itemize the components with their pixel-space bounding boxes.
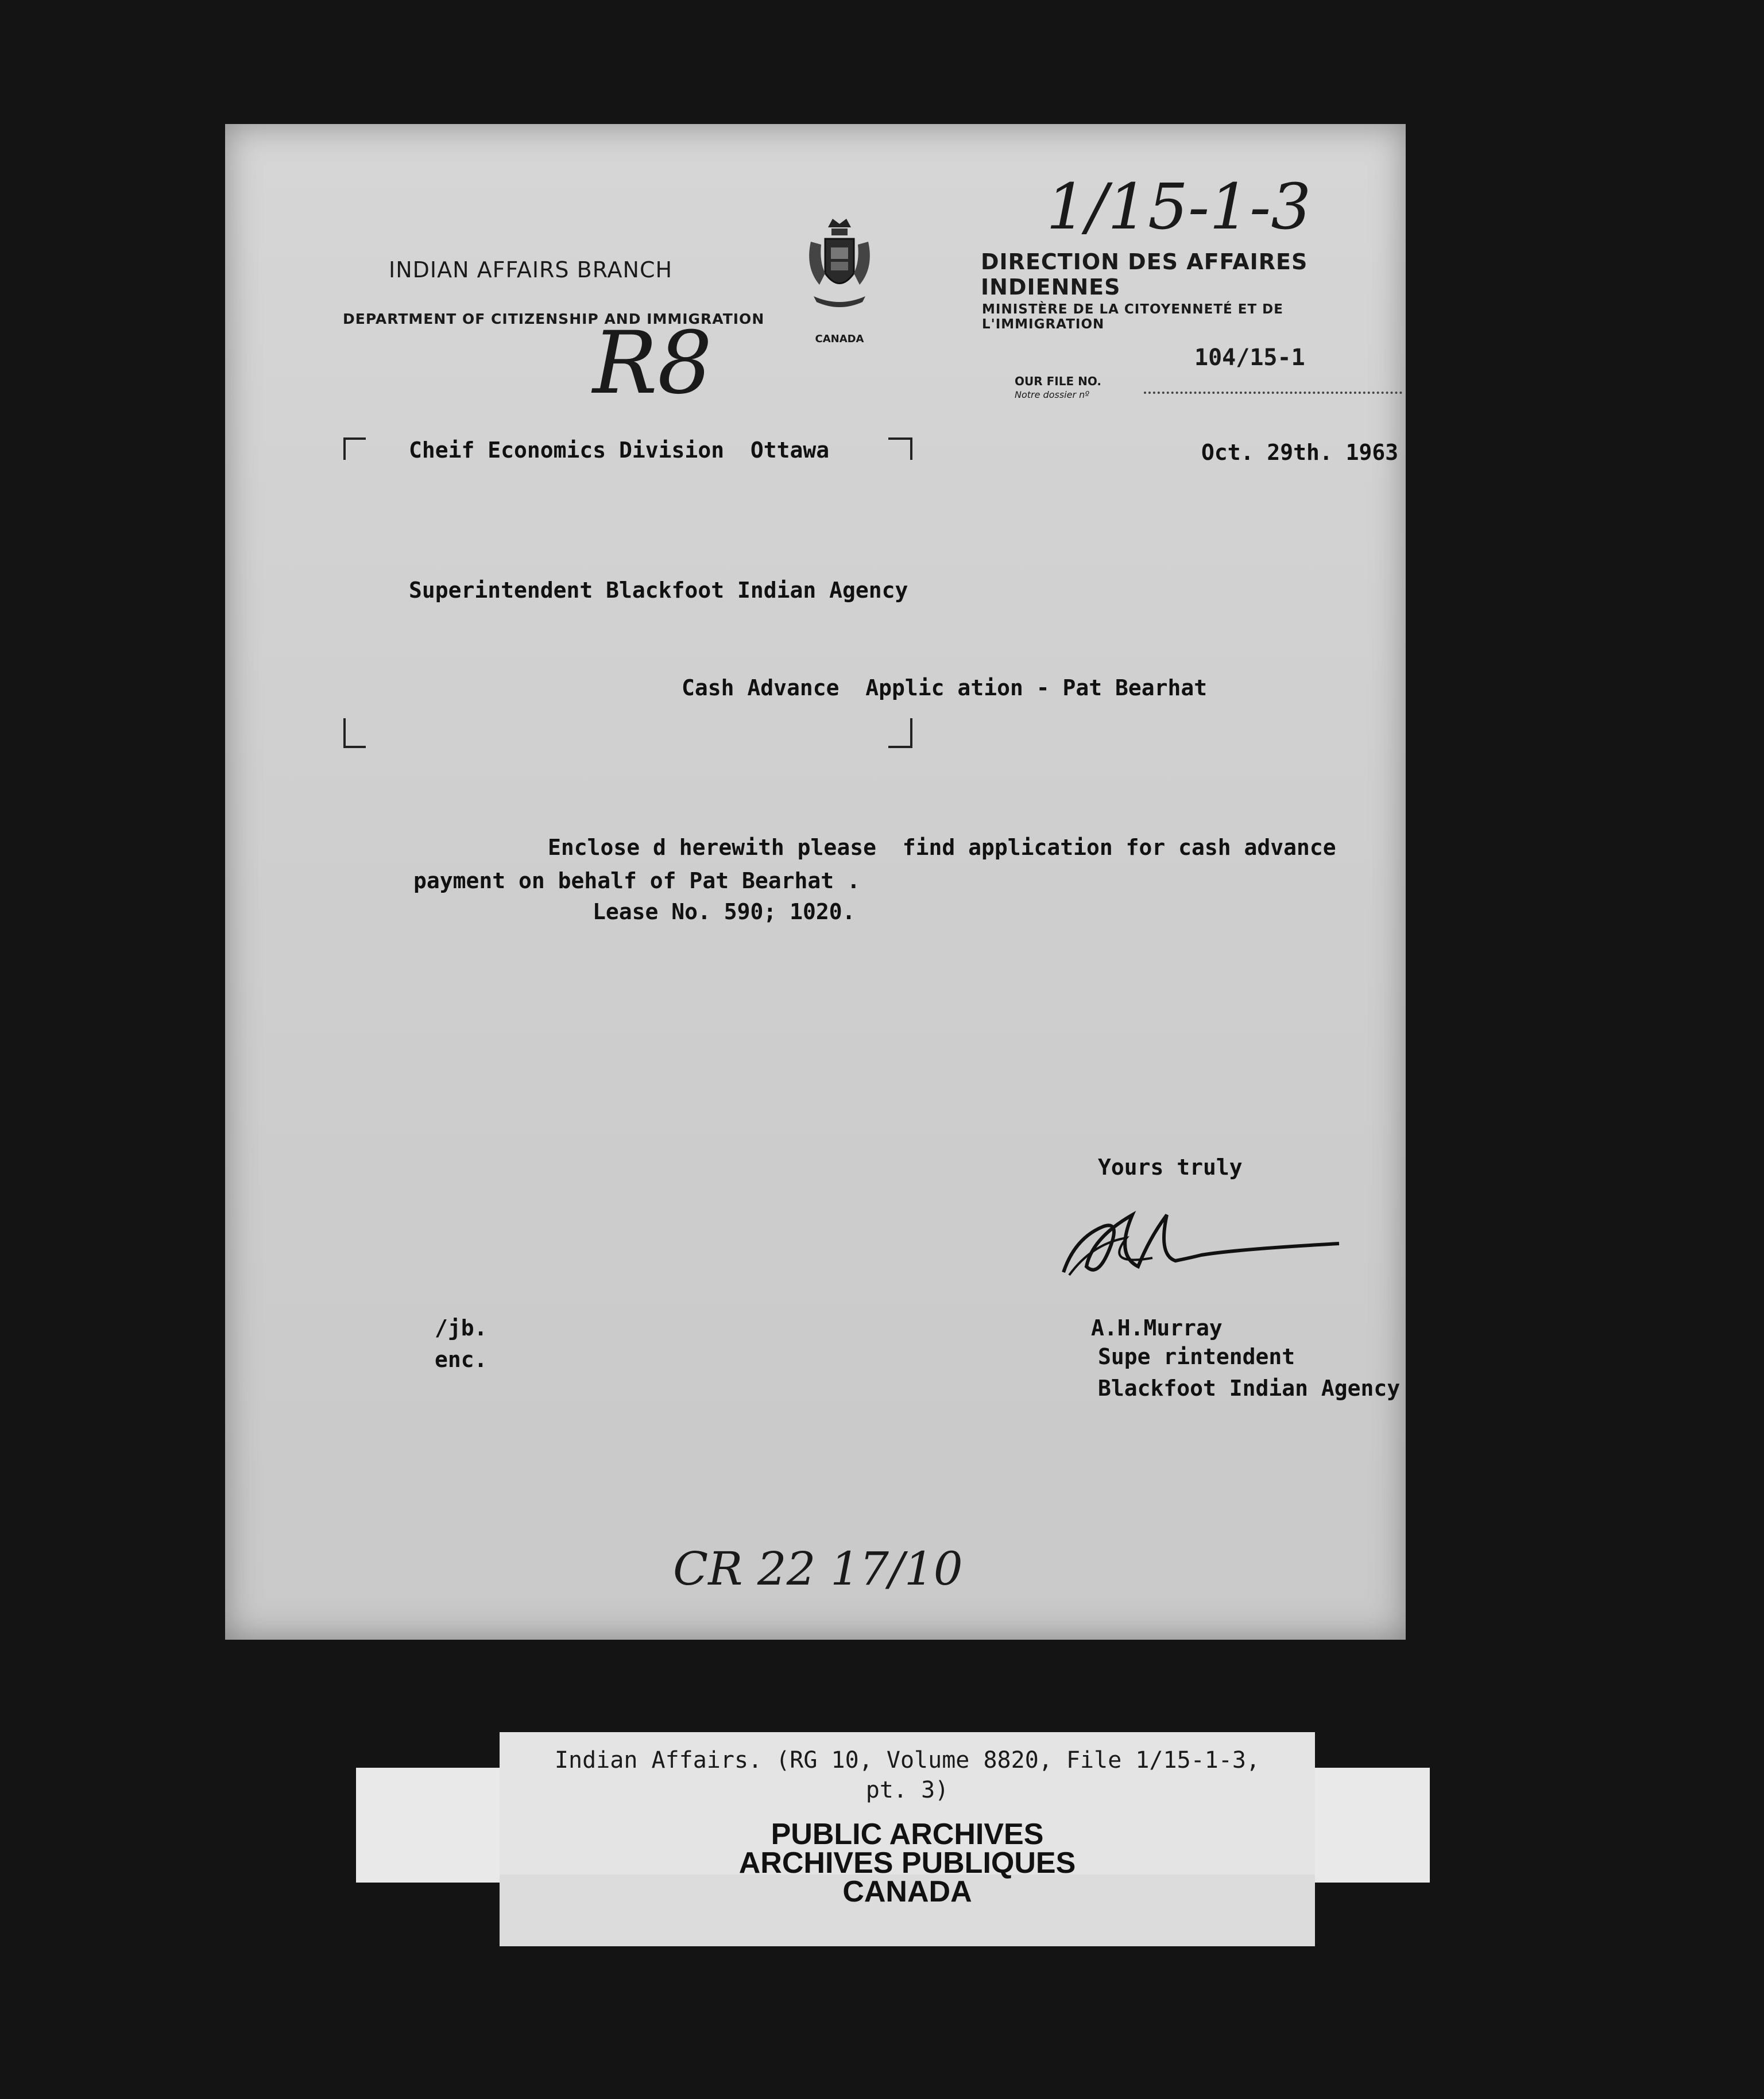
archive-reference-line-1: Indian Affairs. (RG 10, Volume 8820, File 1/15-1-3, xyxy=(554,1747,1260,1773)
our-file-value: 104/15-1 xyxy=(1194,344,1305,371)
archive-country: CANADA xyxy=(842,1875,972,1908)
letterhead-branch-fr: DIRECTION DES AFFAIRES INDIENNES xyxy=(981,249,1308,300)
letterhead-branch-en: INDIAN AFFAIRS BRANCH xyxy=(389,257,673,282)
letter-date: Oct. 29th. 1963 xyxy=(1201,440,1399,465)
body-line-2: payment on behalf of Pat Bearhat . xyxy=(413,868,860,893)
enclosure-note: enc. xyxy=(435,1347,488,1372)
body-line-3: Lease No. 590; 1020. xyxy=(593,899,856,924)
letterhead-department-en: DEPARTMENT OF CITIZENSHIP AND IMMIGRATION xyxy=(343,311,765,327)
our-file-dotted-line xyxy=(1144,392,1402,394)
handwritten-initials: R8 xyxy=(593,313,713,413)
our-file-label-en: OUR FILE NO. xyxy=(1015,374,1101,388)
our-file-label xyxy=(1015,374,1101,402)
handwritten-bottom-note: CR 22 17/10 xyxy=(673,1542,963,1595)
coat-of-arms-icon xyxy=(799,216,880,313)
archive-reference-line-2: pt. 3) xyxy=(865,1777,949,1803)
archive-label xyxy=(356,1656,1430,1943)
crest-caption: CANADA xyxy=(815,333,864,345)
archive-name-fr: ARCHIVES PUBLIQUES xyxy=(738,1846,1076,1880)
body-line-1: Enclose d herewith please find application for cash advance xyxy=(548,835,1336,860)
closing-line: Yours truly xyxy=(1098,1155,1243,1180)
archive-name-en: PUBLIC ARCHIVES xyxy=(771,1818,1044,1851)
reference-initials: /jb. xyxy=(435,1315,488,1341)
signer-name: A.H.Murray xyxy=(1091,1315,1223,1341)
archive-institution xyxy=(500,1820,1315,1906)
letterhead-department-fr: MINISTÈRE DE LA CITOYENNETÉ ET DE L'IMMIGRATION xyxy=(982,302,1283,332)
signature-image xyxy=(1052,1203,1351,1289)
from-line: Superintendent Blackfoot Indian Agency xyxy=(409,578,908,603)
our-file-label-fr: Notre dossier nº xyxy=(1015,389,1089,400)
archive-reference xyxy=(500,1745,1315,1805)
letter-page xyxy=(225,124,1406,1640)
addressee-line: Cheif Economics Division Ottawa xyxy=(409,437,830,463)
signer-organization: Blackfoot Indian Agency xyxy=(1098,1376,1401,1401)
signer-title: Supe rintendent xyxy=(1098,1344,1295,1369)
subject-line: Cash Advance Applic ation - Pat Bearhat xyxy=(682,675,1208,700)
handwritten-file-number: 1/15-1-3 xyxy=(1046,170,1312,243)
